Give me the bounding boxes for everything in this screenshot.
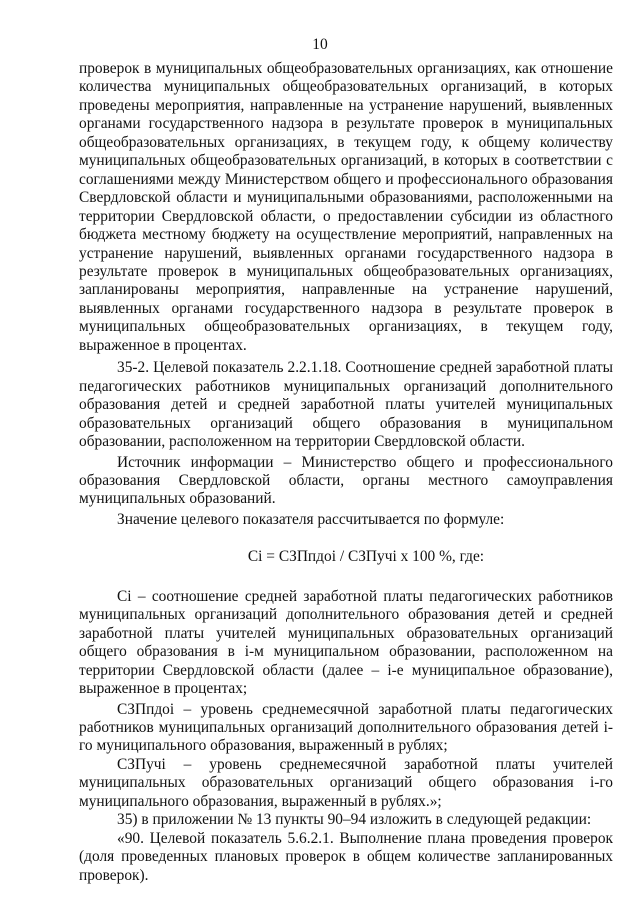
paragraph-definition-szppdo: СЗПпдоi – уровень среднемесячной заработной платы педагогических работников муниципальных организаций дополнительного образования детей i-го муниципального образования, выраженный в рублях; [79,700,613,755]
paragraph-formula-intro: Значение целевого показателя рассчитывается по формуле: [117,510,505,528]
paragraph-inspections-continuation: проверок в муниципальных общеобразовательных организациях, как отношение количества муниципальных общеобразовательных организаций, в которых проведены мероприятия, направленные на устранение нарушений, выявленных органами государственного надзора в результате проверок в муниципальных общеобразовательных организациях, в текущем году, к общему количеству муниципальных общеобразовательных организаций, в которых в соответствии с соглашениями между Министерством общего и профессионального образования Свердловской области и муниципальными образованиями, расположенными на территории Свердловской области, о предоставлении субсидии из областного бюджета местному бюджету на осуществление мероприятий, направленных на устранение нарушений, выявленных органами государственного надзора в результате проверок в муниципальных общеобразовательных организациях, запланированы мероприятия, направленные на устранение нарушений, выявленных органами государственного надзора в результате проверок в муниципальных общеобразовательных организациях, в текущем году, выраженное в процентах. [79,60,613,354]
paragraph-information-source: Источник информации – Министерство общего и профессионального образования Свердловской области, органы местного самоуправления муниципальных образований. [79,453,613,508]
paragraph-item-35: 35) в приложении № 13 пункты 90–94 изложить в следующей редакции: [117,811,592,829]
document-body [79,60,613,885]
page-number: 10 [312,36,328,53]
paragraph-definition-szpuch: СЗПучi – уровень среднемесячной заработной платы учителей муниципальных образовательных организаций общего образования i-го муниципального образования, выраженный в рублях.»; [79,755,613,810]
paragraph-definition-ci: Ci – соотношение средней заработной платы педагогических работников муниципальных организаций дополнительного образования детей и средней заработной платы учителей муниципальных образовательных организаций общего образования в i-м муниципальном образовании, расположенном на территории Свердловской области (далее – i-е муниципальное образование), выраженное в процентах; [79,587,613,698]
formula: Ci = СЗПпдоi / СЗПучi x 100 %, где: [247,548,485,566]
paragraph-indicator-90: «90. Целевой показатель 5.6.2.1. Выполнение плана проведения проверок (доля проведенных плановых проверок в общем количестве запланированных проверок). [79,829,613,884]
paragraph-indicator-35-2: 35-2. Целевой показатель 2.2.1.18. Соотношение средней заработной платы педагогических работников муниципальных организаций дополнительного образования детей и средней заработной платы учителей муниципальных образовательных организаций общего образования в муниципальном образовании, расположенном на территории Свердловской области. [79,359,613,451]
